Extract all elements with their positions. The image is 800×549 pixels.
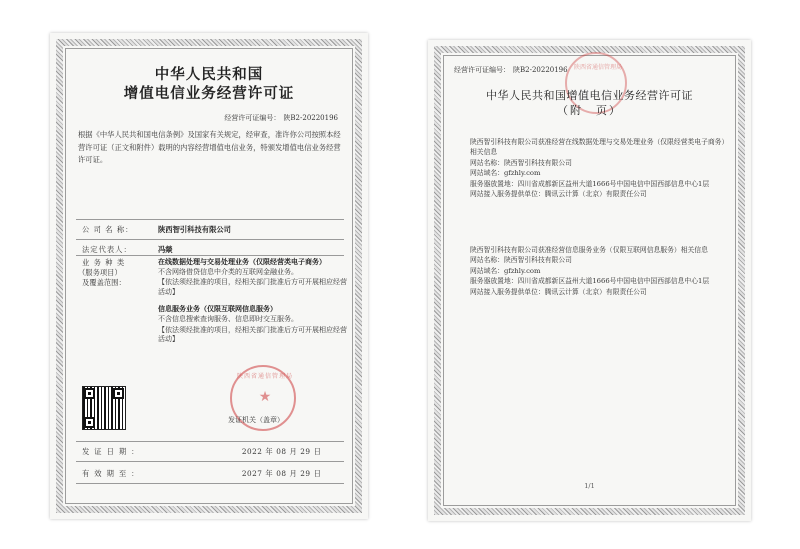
license-number-row (224, 113, 338, 123)
seal-text: 陕西省通信管理局 (236, 373, 293, 380)
site-name: 网站名称：陕西智引科技有限公司 (470, 256, 572, 265)
section-heading: 陕西智引科技有限公司获准经营信息服务业务（仅限互联网信息服务）相关信息 (470, 246, 708, 254)
divider (76, 219, 344, 220)
biz-block1-title: 在线数据处理与交易处理业务（仅限经营类电子商务） (158, 257, 326, 266)
divider (76, 255, 344, 256)
day-unit: 日 (313, 447, 322, 456)
legal-rep-label: 法定代表人： (82, 245, 132, 254)
site-name: 网站名称：陕西智引科技有限公司 (470, 158, 572, 167)
issue-date-label: 发证日期： (82, 447, 144, 456)
divider (76, 239, 344, 240)
title-line-2: 增值电信业务经营许可证 (123, 85, 295, 102)
license-main-page (50, 33, 368, 519)
expiry-date-label: 有效期至： (82, 469, 144, 478)
biz-label-1: 业 务 种 类 (82, 258, 126, 267)
biz-label-3: 及覆盖范围： (82, 278, 126, 287)
intro-paragraph: 根据《中华人民共和国电信条例》及国家有关规定，经审查，准许你公司按照本经营许可证（正文和附件）载明的内容经营增值电信业务，特颁发增值电信业务经营许可证。 (78, 130, 341, 164)
title-line-1: 中华人民共和国 (154, 66, 264, 83)
license-appendix-page (428, 40, 751, 521)
server-location: 服务器放置地：四川省成都新区益州大道1666号中国电信中国西部信息中心1层 (470, 179, 710, 188)
license-number: 陕B2-20220196 (513, 66, 568, 74)
seal-star-icon: ★ (258, 389, 272, 405)
biz-label-2: （服务项目） (78, 268, 122, 277)
license-number: 陕B2-20220196 (283, 114, 338, 122)
appendix-section-2 (456, 245, 726, 297)
month-unit: 月 (289, 469, 298, 478)
issue-date-row (82, 447, 324, 457)
biz-block1-note: 【依法须经批准的项目，经相关部门批准后方可开展相应经营活动】 (158, 278, 347, 296)
company-label: 公 司 名 称： (82, 225, 134, 234)
expiry-year: 2027 (241, 469, 263, 478)
expiry-date-value (242, 469, 325, 478)
site-domain: 网站域名：gfzhly.com (470, 169, 541, 178)
company-value: 陕西智引科技有限公司 (158, 225, 231, 234)
divider (76, 461, 344, 462)
expiry-month: 08 (276, 469, 287, 478)
license-number-row (454, 65, 568, 75)
expiry-date-row (82, 469, 324, 479)
issue-year: 2022 (241, 447, 263, 456)
divider (76, 441, 344, 442)
day-unit: 日 (313, 469, 322, 478)
biz-block2-line2: 不含信息搜索查询服务、信息即时交互服务。 (158, 314, 298, 323)
appendix-title: 中华人民共和国增值电信业务经营许可证 (486, 89, 693, 102)
appendix-section-1 (456, 137, 726, 199)
issue-day: 29 (300, 447, 311, 456)
biz-block1-line2: 不含网络借贷信息中介类的互联网金融业务。 (158, 267, 298, 276)
access-provider: 网站接入服务提供单位：腾讯云计算（北京）有限责任公司 (470, 190, 647, 199)
appendix-subtitle: （附 页） (557, 104, 622, 117)
biz-block2-title: 信息服务业务（仅限互联网信息服务） (158, 304, 277, 314)
section-heading: 陕西智引科技有限公司获准经营在线数据处理与交易处理业务（仅限经营类电子商务）相关信息 (470, 138, 725, 157)
server-location: 服务器放置地：四川省成都新区益州大道1666号中国电信中国西部信息中心1层 (470, 277, 710, 286)
month-unit: 月 (289, 447, 298, 456)
year-unit: 年 (265, 447, 274, 456)
year-unit: 年 (265, 469, 274, 478)
expiry-day: 29 (300, 469, 311, 478)
issue-month: 08 (276, 447, 287, 456)
seal-text: 陕西省通信管理局 (573, 64, 622, 71)
issuer-label: 发证机关（盖章） (228, 416, 284, 424)
issue-date-value (242, 447, 325, 456)
divider (76, 483, 344, 484)
qr-code (82, 386, 126, 430)
legal-rep-value: 冯燚 (158, 245, 173, 254)
license-number-label: 经营许可证编号： (224, 114, 281, 122)
business-scope (158, 257, 348, 346)
biz-block2-note: 【依法须经批准的项目，经相关部门批准后方可开展相应经营活动】 (158, 325, 347, 344)
access-provider: 网站接入服务提供单位：腾讯云计算（北京）有限责任公司 (470, 287, 647, 296)
license-number-label: 经营许可证编号： (454, 66, 510, 74)
site-domain: 网站域名：gfzhly.com (470, 266, 541, 275)
page-number: 1/1 (584, 482, 595, 490)
